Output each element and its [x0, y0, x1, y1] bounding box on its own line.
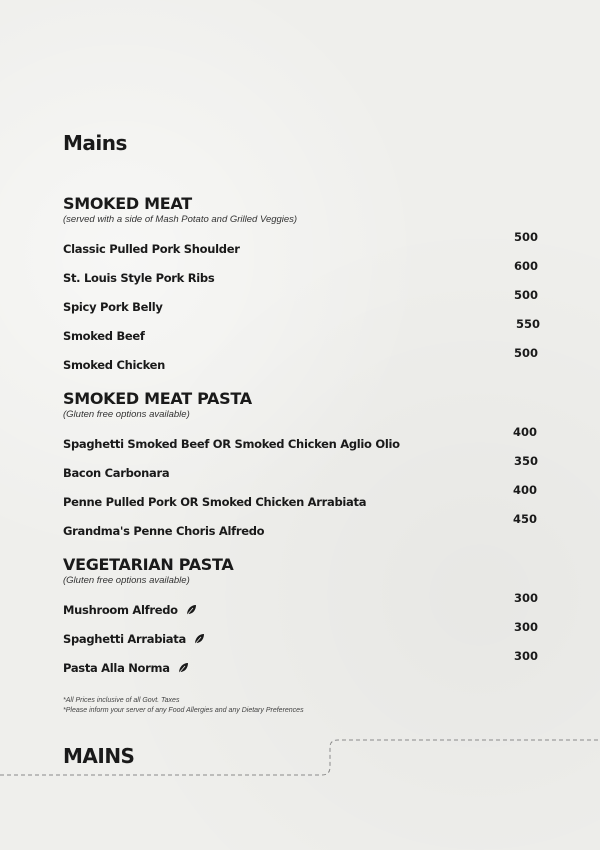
page-title: Mains [63, 131, 127, 155]
item-name [63, 603, 197, 617]
menu-item [63, 620, 538, 646]
item-price: 600 [513, 259, 538, 273]
item-name: Bacon Carbonara [63, 466, 170, 480]
menu-item [63, 317, 540, 343]
item-price: 500 [513, 230, 538, 244]
section-smoked-meat-pasta [63, 389, 538, 421]
item-price: 350 [513, 454, 538, 468]
section-note: (Gluten free options available) [63, 575, 190, 586]
item-name-text: Pasta Alla Norma [63, 661, 170, 675]
menu-item [63, 591, 538, 617]
leaf-icon [185, 604, 197, 616]
item-name: Smoked Beef [63, 329, 145, 343]
item-name-text: Spaghetti Arrabiata [63, 632, 186, 646]
menu-item [63, 288, 538, 314]
menu-item [63, 230, 538, 256]
menu-item [63, 649, 538, 675]
item-name [63, 661, 189, 675]
footer-title: MAINS [63, 744, 135, 768]
menu-item [63, 259, 538, 285]
leaf-icon [193, 633, 205, 645]
section-smoked-meat [63, 194, 538, 226]
section-heading: SMOKED MEAT [63, 194, 192, 213]
section-note: (served with a side of Mash Potato and Grilled Veggies) [63, 214, 298, 225]
menu-item [63, 346, 538, 372]
item-price: 300 [513, 620, 538, 634]
item-name [63, 632, 205, 646]
item-name: Grandma's Penne Choris Alfredo [63, 524, 265, 538]
item-name-text: Mushroom Alfredo [63, 603, 178, 617]
item-price: 550 [515, 317, 540, 331]
item-name: St. Louis Style Pork Ribs [63, 271, 215, 285]
menu-item [63, 483, 538, 509]
menu-item [63, 512, 538, 538]
menu-item [63, 425, 538, 451]
item-name: Spaghetti Smoked Beef OR Smoked Chicken Aglio Olio [63, 437, 400, 451]
item-name: Penne Pulled Pork OR Smoked Chicken Arrabiata [63, 495, 367, 509]
item-price: 450 [512, 512, 537, 526]
item-price: 300 [513, 591, 538, 605]
item-price: 300 [513, 649, 538, 663]
item-price: 400 [512, 425, 537, 439]
section-heading: VEGETARIAN PASTA [63, 555, 234, 574]
item-price: 500 [513, 346, 538, 360]
item-price: 400 [512, 483, 537, 497]
section-heading: SMOKED MEAT PASTA [63, 389, 252, 408]
footnote-prices: *All Prices inclusive of all Govt. Taxes [63, 697, 180, 704]
item-price: 500 [513, 288, 538, 302]
item-name: Classic Pulled Pork Shoulder [63, 242, 240, 256]
section-note: (Gluten free options available) [63, 409, 190, 420]
item-name: Smoked Chicken [63, 358, 166, 372]
footnotes [63, 696, 304, 716]
item-name: Spicy Pork Belly [63, 300, 163, 314]
footnote-allergies: *Please inform your server of any Food Allergies and any Dietary Preferences [63, 707, 304, 714]
leaf-icon [177, 662, 189, 674]
menu-item [63, 454, 538, 480]
section-vegetarian-pasta [63, 555, 538, 587]
